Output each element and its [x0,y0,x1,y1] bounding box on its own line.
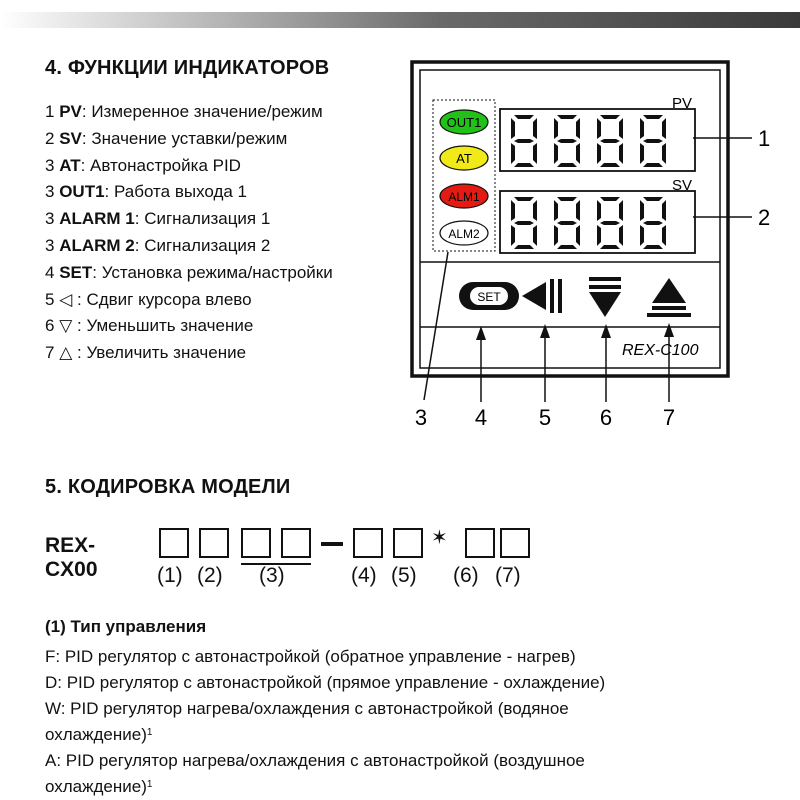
code-dash [321,542,343,546]
code-label: (1) [157,564,183,587]
list-item: 4 SET: Установка режима/настройки [45,262,333,282]
control-type-line: D: PID регулятор с автонастройкой (прямое управление - охлаждение) [45,673,606,692]
set-button[interactable] [459,282,519,310]
code-label: (6) [453,564,479,587]
list-item: 6 ▽ : Уменьшить значение [45,316,254,336]
footnote-mark: 1 [146,779,153,790]
control-type-line: F: PID регулятор с автонастройкой (обратное управление - нагрев) [45,647,576,666]
code-box [500,528,530,558]
bottom-number-3: 3 [414,405,428,430]
at-led-label: AT [456,151,472,166]
code-label: (3) [259,564,285,587]
control-type-line: A: PID регулятор нагрева/охлаждения с автонастройкой (воздушное [45,751,585,770]
control-type-line: W: PID регулятор нагрева/охлаждения с автонастройкой (водяное [45,699,569,718]
code-box [159,528,189,558]
code-box [393,528,423,558]
code-box [199,528,229,558]
callout-number-2: 2 [758,205,771,230]
section-4-title: 4. ФУНКЦИИ ИНДИКАТОРОВ [45,57,330,79]
control-type-title: (1) Тип управления [45,617,207,636]
list-item: 2 SV: Значение уставки/режим [45,128,288,148]
indicator-list [45,99,333,367]
alm2-led-label: ALM2 [448,227,480,241]
list-item: 3 OUT1: Работа выхода 1 [45,182,248,202]
bottom-number-5: 5 [538,405,552,430]
code-box [281,528,311,558]
pv-label: PV [672,95,693,112]
code-label: (2) [197,564,223,587]
out1-led-label: OUT1 [446,115,482,130]
section-5-title: 5. КОДИРОВКА МОДЕЛИ [45,476,291,498]
set-button-label: SET [477,290,501,304]
list-item: 3 AT: Автонастройка PID [45,155,241,175]
code-label: (5) [391,564,417,587]
control-type-line-cont: охлаждение)$^1$ [45,777,153,796]
top-gradient-bar [0,12,800,28]
alm1-led-label: ALM1 [448,190,480,204]
list-item: 1 PV: Измеренное значение/режим [45,102,323,121]
model-label: REX-C100 [622,342,699,359]
sv-label: SV [672,177,693,194]
bottom-number-7: 7 [662,405,676,430]
list-item: 3 ALARM 2: Сигнализация 2 [45,235,271,255]
code-label: (7) [495,564,521,587]
footnote-mark: 1 [146,727,153,738]
control-type-line-cont: охлаждение)$^1$ [45,725,153,744]
list-item: 7 △ : Увеличить значение [45,343,247,363]
code-label: (4) [351,564,377,587]
callout-number-1: 1 [758,126,771,151]
bottom-number-6: 6 [599,405,613,430]
code-prefix: REX-CX00 [45,534,98,581]
bottom-number-4: 4 [474,405,488,430]
code-box [465,528,495,558]
list-item: 3 ALARM 1: Сигнализация 1 [45,209,271,229]
star-icon: ✶ [431,527,448,549]
code-box [241,528,271,558]
controller-panel-diagram [400,55,800,435]
code-box [353,528,383,558]
list-item: 5 ◁ : Сдвиг курсора влево [45,289,252,309]
